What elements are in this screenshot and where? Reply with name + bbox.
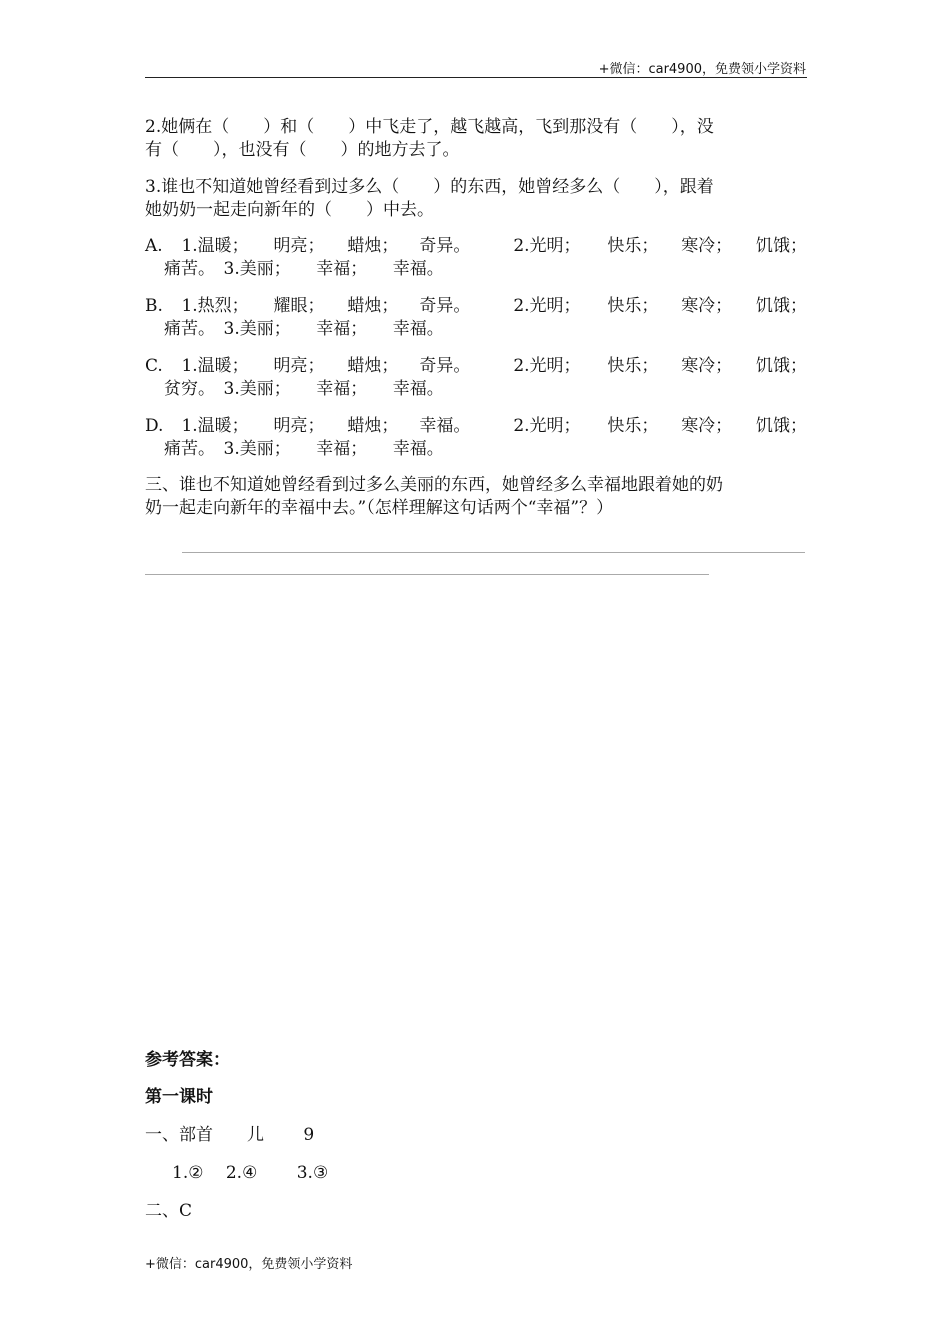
section-3-line-1: 三、谁也不知道她曾经看到过多么美丽的东西，她曾经多么幸福地跟着她的奶 bbox=[145, 475, 723, 495]
option-continuation: 贫穷。 3.美丽； 幸福； 幸福。 bbox=[164, 379, 444, 399]
option-cell: 奇异。 bbox=[419, 296, 471, 316]
question-2-line-2: 有（ ），也没有（ ）的地方去了。 bbox=[145, 140, 460, 160]
option-cell: 1.温暖； bbox=[181, 356, 249, 376]
option-a[interactable] bbox=[145, 235, 807, 281]
option-cell: 明亮； bbox=[273, 236, 325, 256]
answer-one-sub: 1.② 2.④ 3.③ bbox=[172, 1163, 329, 1183]
answers-title: 参考答案： bbox=[145, 1050, 230, 1070]
option-letter: D. bbox=[145, 416, 164, 436]
option-cell: 2.光明； bbox=[513, 416, 581, 436]
option-cell: 快乐； bbox=[607, 356, 659, 376]
header-divider bbox=[145, 77, 807, 78]
option-cell: 寒冷； bbox=[681, 236, 733, 256]
option-cell: 快乐； bbox=[607, 296, 659, 316]
option-cell: 饥饿； bbox=[756, 296, 807, 316]
page-footer: +微信：car4900，免费领小学资料 bbox=[145, 1257, 353, 1272]
option-cell: 幸福。 bbox=[419, 416, 471, 436]
option-cell: 蜡烛； bbox=[347, 236, 399, 256]
option-cell: 奇异。 bbox=[419, 356, 471, 376]
page-header: +微信：car4900，免费领小学资料 bbox=[598, 62, 806, 77]
question-3-line-2: 她奶奶一起走向新年的（ ）中去。 bbox=[145, 200, 434, 220]
option-continuation: 痛苦。 3.美丽； 幸福； 幸福。 bbox=[164, 259, 444, 279]
option-cell: 饥饿； bbox=[756, 236, 807, 256]
option-cell: 2.光明； bbox=[513, 296, 581, 316]
option-cell: 寒冷； bbox=[681, 416, 733, 436]
option-cell: 1.热烈； bbox=[181, 296, 249, 316]
option-c[interactable] bbox=[145, 355, 807, 401]
option-cell: 耀眼； bbox=[273, 296, 325, 316]
answer-two: 二、C bbox=[145, 1201, 193, 1221]
option-cell: 快乐； bbox=[607, 416, 659, 436]
option-cell: 寒冷； bbox=[681, 296, 733, 316]
option-cell: 2.光明； bbox=[513, 356, 581, 376]
option-letter: B. bbox=[145, 296, 163, 316]
option-cell: 蜡烛； bbox=[347, 296, 399, 316]
option-cell: 奇异。 bbox=[419, 236, 471, 256]
option-cell: 蜡烛； bbox=[347, 416, 399, 436]
option-cell: 明亮； bbox=[273, 356, 325, 376]
section-3-line-2: 奶一起走向新年的幸福中去。”（怎样理解这句话两个“幸福”？） bbox=[145, 498, 614, 518]
option-cell: 2.光明； bbox=[513, 236, 581, 256]
option-cell: 明亮； bbox=[273, 416, 325, 436]
option-b[interactable] bbox=[145, 295, 807, 341]
option-cell: 1.温暖； bbox=[181, 416, 249, 436]
option-cell: 饥饿； bbox=[756, 416, 807, 436]
question-3-line-1: 3.谁也不知道她曾经看到过多么（ ）的东西，她曾经多么（ ），跟着 bbox=[145, 177, 714, 197]
option-letter: C. bbox=[145, 356, 163, 376]
option-d[interactable] bbox=[145, 415, 807, 461]
option-continuation: 痛苦。 3.美丽； 幸福； 幸福。 bbox=[164, 319, 444, 339]
option-cell: 1.温暖； bbox=[181, 236, 249, 256]
option-continuation: 痛苦。 3.美丽； 幸福； 幸福。 bbox=[164, 439, 444, 459]
answer-line-1[interactable] bbox=[182, 552, 805, 553]
option-cell: 蜡烛； bbox=[347, 356, 399, 376]
option-cell: 饥饿； bbox=[756, 356, 807, 376]
option-letter: A. bbox=[145, 236, 163, 256]
option-cell: 寒冷； bbox=[681, 356, 733, 376]
question-2-line-1: 2.她俩在（ ）和（ ）中飞走了，越飞越高，飞到那没有（ ），没 bbox=[145, 117, 714, 137]
answer-line-2[interactable] bbox=[145, 574, 709, 575]
option-cell: 快乐； bbox=[607, 236, 659, 256]
answer-one: 一、部首 儿 9 bbox=[145, 1125, 315, 1145]
lesson-heading: 第一课时 bbox=[145, 1087, 213, 1107]
